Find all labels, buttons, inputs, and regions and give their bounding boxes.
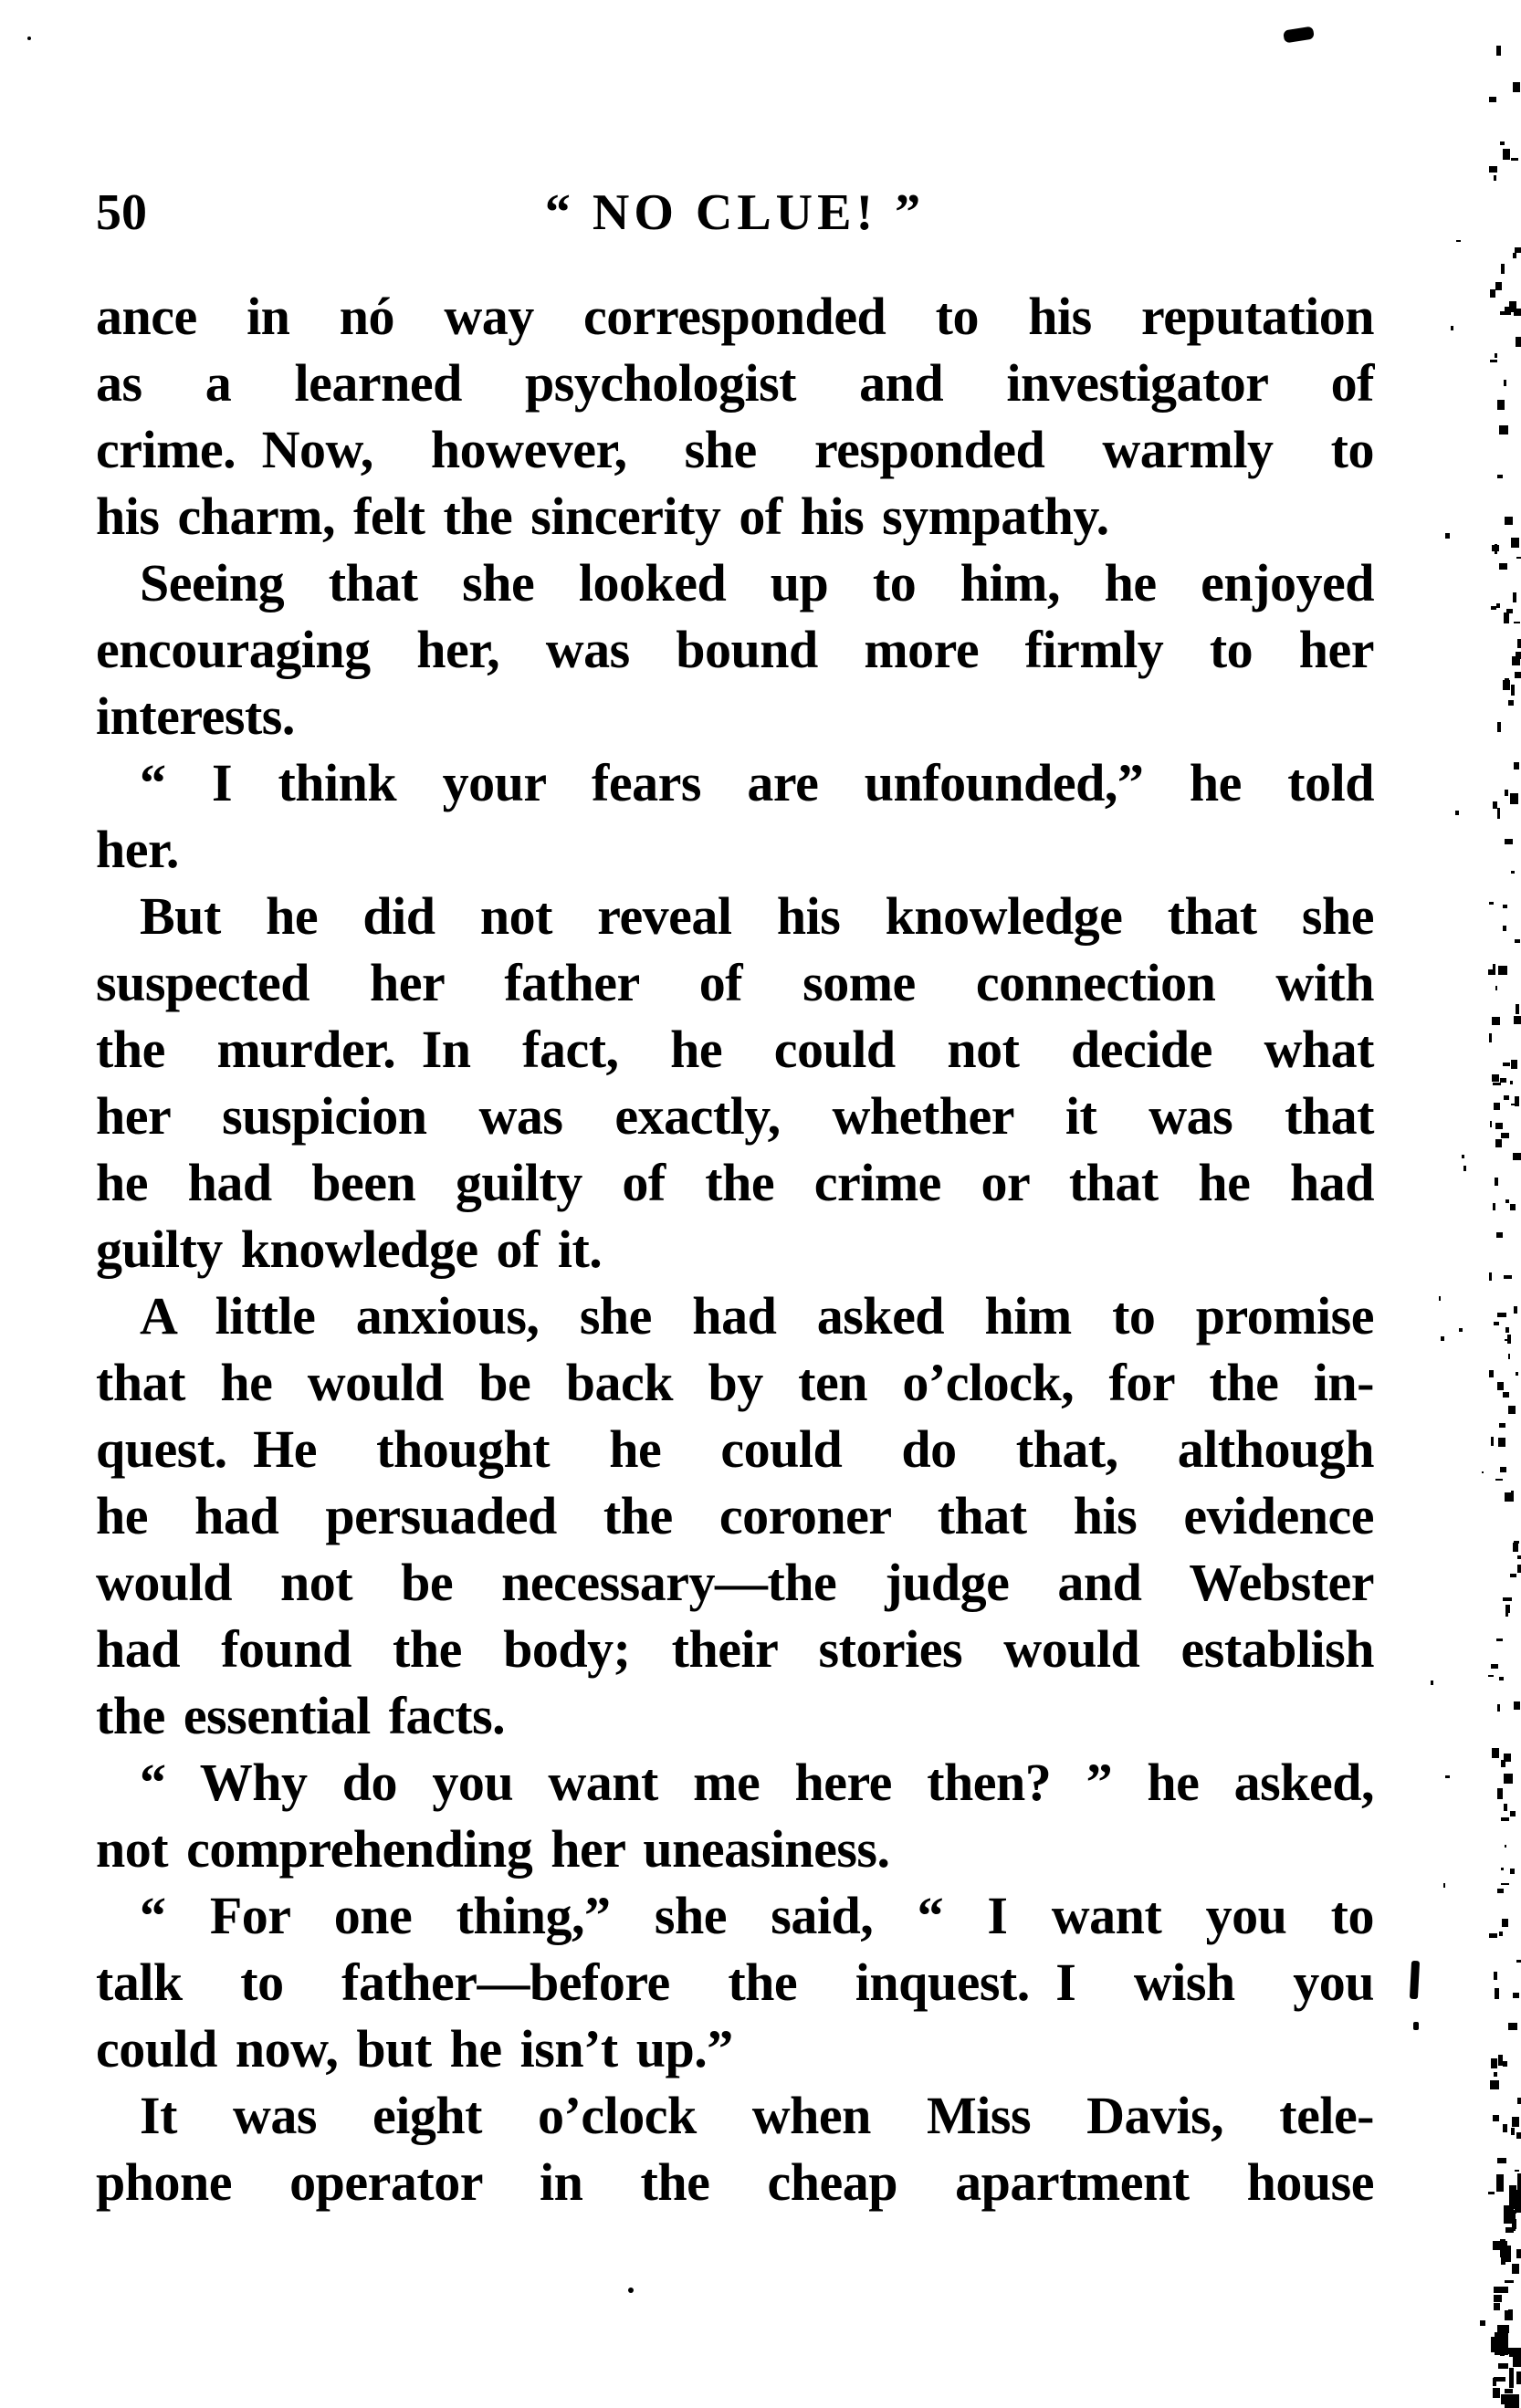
scan-speck-icon — [1504, 1804, 1507, 1811]
text-line: “ Why do you want me here then? ” he asked, — [140, 1753, 1374, 1812]
scan-speck-icon — [1495, 1139, 1502, 1147]
scan-speck-icon — [1497, 1889, 1504, 1894]
scan-speck-icon — [1494, 2295, 1502, 2302]
scan-speck-icon — [1495, 1123, 1503, 1129]
scan-speck-icon — [1500, 311, 1505, 315]
scan-speck-icon — [1501, 2394, 1505, 2403]
scan-speck-icon — [1494, 1103, 1500, 1110]
scan-speck-icon — [1431, 1680, 1434, 1685]
scan-speck-icon — [1496, 603, 1500, 608]
scan-speck-icon — [1494, 1322, 1499, 1326]
scan-speck-icon — [1495, 1479, 1503, 1481]
scan-speck-icon — [1499, 1423, 1506, 1428]
scan-speck-icon — [1491, 2337, 1503, 2352]
scan-speck-icon — [1500, 1078, 1507, 1083]
scan-speck-icon — [1505, 307, 1511, 315]
scan-speck-icon — [1505, 839, 1514, 844]
text-line: the murder. In fact, he could not decide what — [96, 1020, 1374, 1079]
scan-speck-icon — [1511, 871, 1515, 874]
scan-speck-icon — [1455, 811, 1459, 815]
scan-speck-icon — [1512, 656, 1521, 665]
scan-speck-icon — [1513, 2348, 1521, 2368]
text-line: he had persuaded the coroner that his evidence — [96, 1486, 1374, 1545]
scan-speck-icon — [1497, 722, 1501, 732]
scan-speck-icon — [1493, 1083, 1502, 1085]
scan-speck-icon — [1503, 1597, 1511, 1601]
scan-speck-icon — [1490, 360, 1497, 363]
scan-speck-icon — [1451, 326, 1453, 330]
scan-speck-icon — [1505, 2280, 1513, 2282]
scan-speck-icon — [1505, 1339, 1509, 1342]
scan-speck-icon — [1462, 1155, 1464, 1158]
scan-speck-icon — [1503, 680, 1511, 690]
scan-speck-icon — [1503, 1063, 1510, 1066]
scan-speck-icon — [1497, 475, 1503, 479]
scan-speck-icon — [1498, 2363, 1508, 2369]
scan-speck-icon — [1510, 793, 1518, 804]
scan-speck-icon — [1514, 762, 1519, 770]
scan-speck-icon — [1510, 1204, 1516, 1210]
scan-speck-icon — [1495, 986, 1497, 990]
scan-speck-icon — [1497, 1788, 1503, 1798]
scan-speck-icon — [1498, 966, 1506, 975]
scan-speck-icon — [1501, 264, 1505, 273]
scan-speck-icon — [1492, 545, 1499, 551]
scan-speck-icon — [1512, 2210, 1516, 2232]
text-line: “ I think your fears are unfounded,” he told — [140, 753, 1374, 812]
text-line: Seeing that she looked up to him, he enjoyed — [140, 553, 1374, 612]
scan-speck-icon — [1509, 2185, 1516, 2210]
scan-speck-icon — [1513, 592, 1516, 602]
text-line: had found the body; their stories would establish — [96, 1619, 1374, 1679]
scan-speck-icon — [1490, 2080, 1499, 2089]
scan-speck-icon — [1503, 1392, 1510, 1398]
scan-speck-icon — [1511, 1491, 1513, 1497]
scan-speck-icon — [1513, 253, 1516, 258]
scan-speck-icon — [1489, 902, 1495, 905]
scan-speck-icon — [1489, 1933, 1497, 1938]
text-line: But he did not reveal his knowledge that she — [140, 886, 1374, 946]
scan-speck-icon — [1495, 353, 1497, 358]
scan-speck-icon — [1505, 1610, 1508, 1617]
scan-speck-icon — [1506, 609, 1513, 613]
scan-speck-icon — [1504, 2205, 1514, 2224]
scan-speck-icon — [1509, 301, 1516, 312]
scan-speck-icon — [1495, 2332, 1508, 2355]
scan-speck-icon — [1508, 1354, 1510, 1358]
scan-speck-icon — [1497, 2158, 1506, 2162]
scan-speck-icon — [1512, 2264, 1515, 2273]
scan-speck-icon — [1497, 2325, 1509, 2333]
scan-speck-icon — [1494, 2287, 1507, 2293]
scan-speck-icon — [1499, 425, 1508, 434]
scan-speck-icon — [1505, 2246, 1511, 2262]
scan-speck-icon — [1511, 1104, 1520, 1105]
scan-speck-icon — [1517, 2173, 1521, 2195]
text-line: phone operator in the cheap apartment house — [96, 2152, 1374, 2212]
scan-speck-icon — [1493, 2115, 1499, 2121]
scan-speck-icon — [1459, 1328, 1463, 1332]
scan-speck-icon — [1510, 1574, 1516, 1578]
scan-speck-icon — [1493, 1203, 1496, 1210]
scan-speck-icon — [1494, 1972, 1497, 1980]
scan-speck-icon — [1510, 1811, 1516, 1817]
scan-speck-icon — [1516, 1004, 1519, 1014]
scan-speck-icon — [1514, 1306, 1517, 1314]
scan-speck-icon — [1513, 2219, 1517, 2229]
scan-speck-icon — [1505, 1199, 1509, 1203]
scan-speck-icon — [1501, 1817, 1508, 1821]
scan-speck-icon — [1501, 1868, 1504, 1870]
scan-speck-icon — [1505, 1845, 1507, 1848]
scan-speck-icon — [1489, 1272, 1492, 1281]
scan-speck-icon — [1505, 2227, 1513, 2234]
scan-speck-icon — [1488, 2192, 1495, 2194]
scan-speck-icon — [1503, 2061, 1507, 2067]
scan-speck-icon — [1496, 1232, 1503, 1238]
scan-speck-icon — [1515, 1096, 1519, 1106]
scan-speck-icon — [1496, 2334, 1505, 2341]
scan-speck-icon — [1513, 1153, 1521, 1160]
scan-speck-icon — [1505, 1605, 1510, 1613]
scan-speck-icon — [1491, 606, 1497, 610]
scan-speck-icon — [1516, 652, 1521, 660]
scan-speck-icon — [1489, 166, 1497, 173]
scan-speck-icon — [1492, 167, 1495, 172]
scan-speck-icon — [1512, 2264, 1520, 2274]
scan-speck-icon — [1514, 1016, 1521, 1023]
scan-speck-icon — [1513, 1543, 1518, 1552]
scan-speck-icon — [1439, 1296, 1441, 1301]
scan-speck-icon — [1489, 1370, 1494, 1377]
scan-speck-icon — [1514, 1541, 1520, 1544]
scan-speck-icon — [1493, 2241, 1507, 2250]
scan-speck-icon — [1494, 2377, 1505, 2382]
scan-speck-icon — [1500, 141, 1505, 145]
scan-speck-icon — [1499, 1932, 1503, 1936]
scan-speck-icon — [1511, 538, 1519, 548]
page-text — [96, 283, 1374, 2215]
scan-speck-icon — [1482, 1471, 1484, 1473]
scan-speck-icon — [1516, 2132, 1521, 2139]
scan-speck-icon — [1504, 1095, 1509, 1099]
scan-speck-icon — [1495, 544, 1497, 553]
scan-speck-icon — [1513, 1993, 1519, 1998]
text-line: the essential facts. — [96, 1686, 506, 1745]
scan-speck-icon — [1505, 2310, 1513, 2320]
scan-speck-icon — [1517, 1565, 1521, 1573]
scan-speck-icon — [1441, 1336, 1444, 1341]
scan-speck-icon — [1492, 1074, 1499, 1082]
scan-speck-icon — [1516, 337, 1521, 347]
scan-speck-icon — [1497, 1704, 1500, 1711]
scan-speck-icon — [1515, 2200, 1520, 2209]
scan-speck-icon — [1497, 400, 1505, 410]
scan-speck-icon — [1510, 1081, 1513, 1084]
text-line: that he would be back by ten o’clock, for the in- — [96, 1353, 1374, 1412]
text-line: ance in nó way corresponded to his reputation — [96, 287, 1374, 346]
scan-speck-icon — [1497, 1382, 1504, 1390]
scan-speck-icon — [1497, 808, 1500, 819]
scan-speck-icon — [1503, 149, 1509, 160]
scan-speck-icon — [1514, 1701, 1520, 1711]
scan-speck-icon — [1497, 1313, 1506, 1317]
text-line: interests. — [96, 686, 295, 746]
scan-speck-icon — [1493, 2378, 1496, 2385]
scan-speck-icon — [1514, 309, 1521, 316]
scan-speck-icon — [1505, 2394, 1519, 2408]
scan-speck-icon — [1501, 1883, 1509, 1885]
scan-speck-icon — [1515, 939, 1521, 943]
scan-speck-icon — [1499, 563, 1507, 571]
scan-speck-icon — [1504, 1754, 1511, 1762]
scan-speck-icon — [1516, 2371, 1521, 2384]
scan-speck-icon — [1495, 282, 1502, 290]
scan-speck-icon — [1493, 2388, 1500, 2398]
scan-speck-icon — [1494, 175, 1496, 181]
scan-speck-icon — [1498, 2055, 1503, 2066]
scan-speck-icon — [1513, 82, 1520, 92]
scan-speck-icon — [1516, 2249, 1521, 2258]
text-line: quest. He thought he could do that, although — [96, 1419, 1374, 1479]
scan-speck-icon — [1505, 790, 1509, 796]
scan-speck-icon — [1443, 1883, 1445, 1888]
text-line: could now, but he isn’t up.” — [96, 2019, 733, 2078]
scan-speck-icon — [1512, 2350, 1515, 2355]
scan-speck-icon — [1504, 612, 1509, 623]
scan-speck-icon — [1511, 1060, 1517, 1069]
scan-speck-icon — [1517, 2098, 1521, 2104]
scan-speck-icon — [1492, 1748, 1499, 1758]
scan-speck-icon — [1508, 1406, 1516, 1414]
scan-speck-icon — [1509, 2368, 1515, 2389]
scan-speck-icon — [1502, 1919, 1508, 1927]
scan-speck-icon — [1508, 2309, 1512, 2317]
scan-speck-icon — [27, 37, 31, 40]
scan-speck-icon — [1501, 1133, 1509, 1138]
text-line: It was eight o’clock when Miss Davis, tele- — [140, 2086, 1374, 2145]
scan-speck-icon — [1490, 289, 1495, 298]
text-line: guilty knowledge of it. — [96, 1220, 603, 1279]
text-line: as a learned psychologist and investigator of — [96, 353, 1374, 413]
text-line: encouraging her, was bound more firmly to her — [96, 620, 1374, 679]
scan-speck-icon — [1514, 622, 1521, 624]
scan-speck-icon — [1505, 1492, 1513, 1502]
scan-speck-icon — [1496, 2174, 1504, 2192]
scan-speck-icon — [1480, 2320, 1485, 2325]
scan-speck-icon — [1503, 926, 1505, 931]
scan-speck-icon — [1495, 1178, 1498, 1186]
scan-speck-icon — [1516, 1960, 1521, 1963]
text-line: not comprehending her uneasiness. — [96, 1819, 890, 1879]
scan-speck-icon — [1488, 1675, 1493, 1678]
scan-speck-icon — [1517, 2180, 1521, 2204]
scan-speck-icon — [1490, 1121, 1492, 1127]
page-header — [96, 185, 1374, 249]
text-line: suspected her father of some connection with — [96, 953, 1374, 1012]
scan-speck-icon — [1445, 533, 1450, 539]
scan-speck-icon — [1500, 2239, 1505, 2256]
scan-speck-icon — [1517, 1555, 1521, 1559]
scan-speck-icon — [1488, 969, 1495, 975]
scan-speck-icon — [1508, 700, 1513, 706]
scan-mark-icon — [1410, 1961, 1420, 1999]
scan-speck-icon — [1495, 1988, 1499, 1999]
scan-speck-icon — [1511, 685, 1515, 695]
scan-speck-icon — [1496, 46, 1501, 56]
scan-speck-icon — [1512, 2117, 1519, 2126]
page-title: “ NO CLUE! ” — [544, 184, 926, 241]
text-line: crime. Now, however, she responded warmly to — [96, 420, 1374, 479]
scan-speck-icon — [1445, 1775, 1450, 1778]
text-line: “ For one thing,” she said, “ I want you to — [140, 1886, 1374, 1945]
scan-speck-icon — [1499, 1677, 1504, 1680]
scan-speck-icon — [1504, 380, 1507, 386]
scan-speck-icon — [1493, 801, 1498, 809]
text-line: her suspicion was exactly, whether it was that — [96, 1086, 1374, 1146]
scan-speck-icon — [1505, 678, 1509, 689]
scan-speck-icon — [1491, 1664, 1498, 1669]
scan-speck-icon — [1493, 964, 1495, 970]
scan-speck-icon — [1501, 1760, 1505, 1767]
text-line: would not be necessary—the judge and Webster — [96, 1553, 1374, 1612]
scan-speck-icon — [1500, 2353, 1505, 2356]
scan-speck-icon — [1516, 2190, 1521, 2213]
scan-speck-icon — [1503, 2124, 1506, 2132]
text-line: his charm, felt the sincerity of his sympathy. — [96, 487, 1109, 546]
scan-speck-icon — [1491, 2058, 1497, 2068]
scan-speck-icon — [1509, 2352, 1517, 2357]
scan-speck-icon — [1510, 1869, 1515, 1875]
scan-speck-icon — [1504, 1275, 1512, 1278]
scan-speck-icon — [1491, 1437, 1494, 1446]
scan-speck-icon — [1500, 1467, 1506, 1472]
scan-speck-icon — [1504, 1774, 1513, 1785]
text-line: her. — [96, 820, 179, 879]
scan-speck-icon — [1503, 905, 1506, 908]
scan-speck-icon — [1501, 2377, 1504, 2381]
scan-speck-icon — [1516, 557, 1521, 559]
scan-speck-icon — [1489, 97, 1496, 102]
scan-speck-icon — [1456, 240, 1461, 243]
scan-speck-icon — [1505, 517, 1513, 525]
scan-speck-icon — [1515, 672, 1521, 679]
text-line: A little anxious, she had asked him to promise — [140, 1286, 1374, 1345]
scan-speck-icon — [1517, 639, 1521, 648]
scan-smudge-icon — [1283, 26, 1315, 44]
text-line: he had been guilty of the crime or that he had — [96, 1153, 1374, 1212]
scan-speck-icon — [1502, 2348, 1514, 2354]
scan-speck-icon — [1498, 1438, 1505, 1447]
scan-speck-icon — [1413, 2022, 1419, 2030]
scan-speck-icon — [1494, 2072, 1497, 2077]
scan-speck-icon — [1511, 158, 1518, 161]
scan-speck-icon — [1492, 1017, 1499, 1025]
scan-speck-icon — [1515, 2170, 1518, 2172]
scan-speck-icon — [1516, 1372, 1518, 1376]
scan-speck-icon — [1463, 1166, 1465, 1170]
scan-speck-icon — [1489, 1033, 1492, 1042]
scan-speck-icon — [1515, 247, 1521, 253]
scan-speck-icon — [1505, 1327, 1509, 1333]
scan-speck-icon — [1507, 1335, 1510, 1344]
scan-speck-icon — [1501, 2257, 1505, 2265]
scan-speck-icon — [1494, 2303, 1501, 2310]
scan-speck-icon — [1508, 2023, 1517, 2030]
scan-speck-icon — [1512, 2212, 1517, 2214]
text-line: talk to father—before the inquest. I wish you — [96, 1953, 1374, 2012]
scan-speck-icon — [1496, 1638, 1503, 1642]
scan-speck-icon — [628, 2288, 634, 2293]
page-number: 50 — [96, 184, 147, 241]
scan-speck-icon — [1511, 2128, 1515, 2135]
scan-speck-icon — [1505, 2389, 1513, 2393]
